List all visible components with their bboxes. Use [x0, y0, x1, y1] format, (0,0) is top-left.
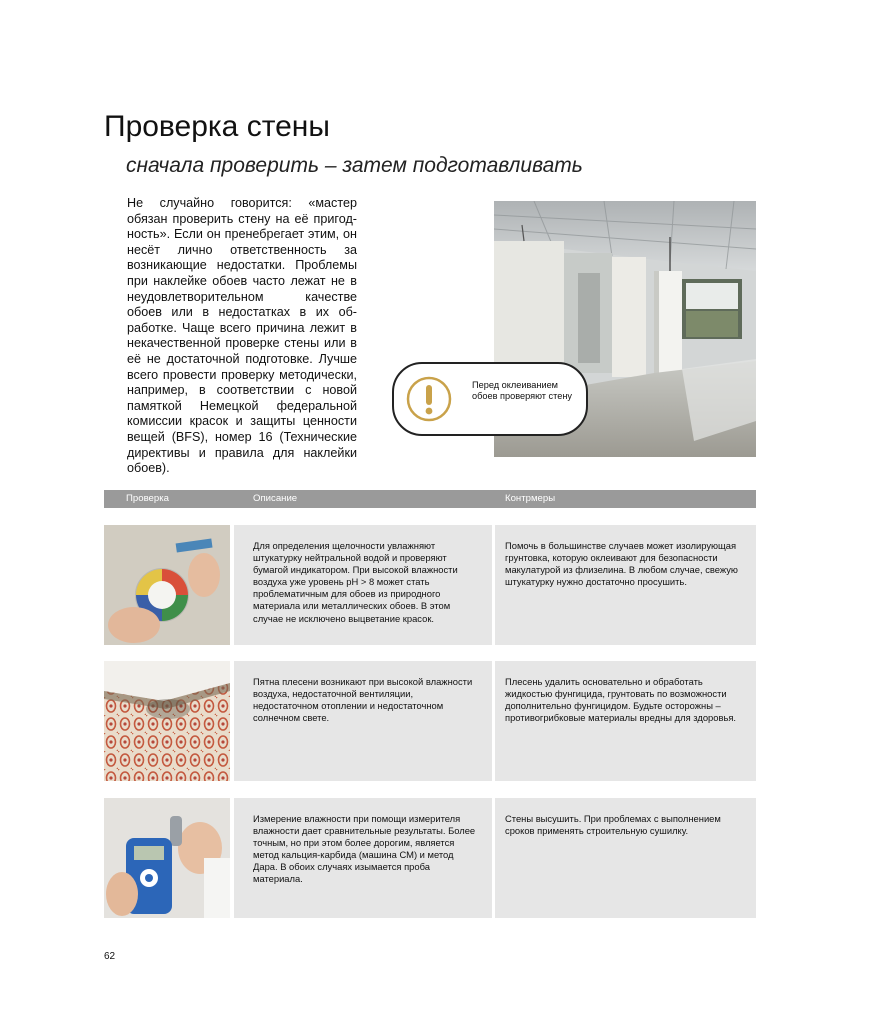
exclamation-icon [406, 376, 452, 422]
page-number: 62 [104, 951, 116, 962]
table-row [104, 798, 756, 918]
callout-text: Перед оклеиванием обоев проверяют стену [472, 380, 573, 402]
table-row [104, 525, 756, 645]
table-header [104, 490, 756, 508]
countermeasures-cell: Помочь в большинстве случаев может изолирующая грунтовка, которую оклеивают для безопасности макулатурой из флизелина. В любом случае, свежую штукатурку нужно достаточно просушить. [495, 525, 756, 645]
countermeasures-cell: Стены высушить. При проблемах с выполнением сроков применять строительную сушилку. [495, 798, 756, 918]
description-cell: Измерение влажности при помощи измерителя влажности дает сравнительные результаты. Более точным, но при этом более дорогим, является метод кальция-карбида (машина СМ) и метод Дара. В обоих случаях изымается проба материала. [234, 798, 492, 918]
header-description: Описание [253, 493, 298, 504]
page-subtitle: сначала проверить – затем подготавливать [126, 154, 583, 177]
table-row [104, 661, 756, 781]
intro-paragraph: Не случайно говорится: «мастер обязан проверить стену на её пригодность». Если он пренебрегает этим, он несёт лично ответственность за возникающие недостатки. Проблемы при наклейке обоев часто лежат не в неудовлетворительном качестве обоев или в недостатках в их обработке. Чаще всего причина лежит в некачественной проверке стены или в её не достаточной подготовке. Лучше всего провести проверку методически, например, в соответствии с новой памяткой Немецкой федеральной комиссии красок и защиты ценности вещей (BFS), номер 16 (Технические директивы и правила для наклейки обоев). [127, 196, 357, 476]
header-countermeasures: Контрмеры [505, 493, 556, 504]
header-check: Проверка [126, 493, 169, 504]
countermeasures-cell: Плесень удалить основательно и обработать жидкостью фунгицида, грунтовать по возможности дополнительно фунгицидом. Будьте осторожны – противогрибковые материалы вредны для здоровья. [495, 661, 756, 781]
moisture-meter-photo [104, 798, 230, 918]
description-cell: Пятна плесени возникают при высокой влажности воздуха, недостаточной вентиляции, недостаточном отоплении и недостаточном солнечном свете. [234, 661, 492, 781]
callout-box [392, 362, 588, 436]
ph-indicator-photo [104, 525, 230, 645]
description-cell: Для определения щелочности увлажняют штукатурку нейтральной водой и проверяют бумагой индикатором. При высокой влажности воздуха уже уровень pH > 8 может стать проблематичным для обоев из природного материала или металлических обоев. В этом случае не исключено выцветание красок. [234, 525, 492, 645]
page-title: Проверка стены [104, 110, 330, 143]
mold-wallpaper-photo [104, 661, 230, 781]
